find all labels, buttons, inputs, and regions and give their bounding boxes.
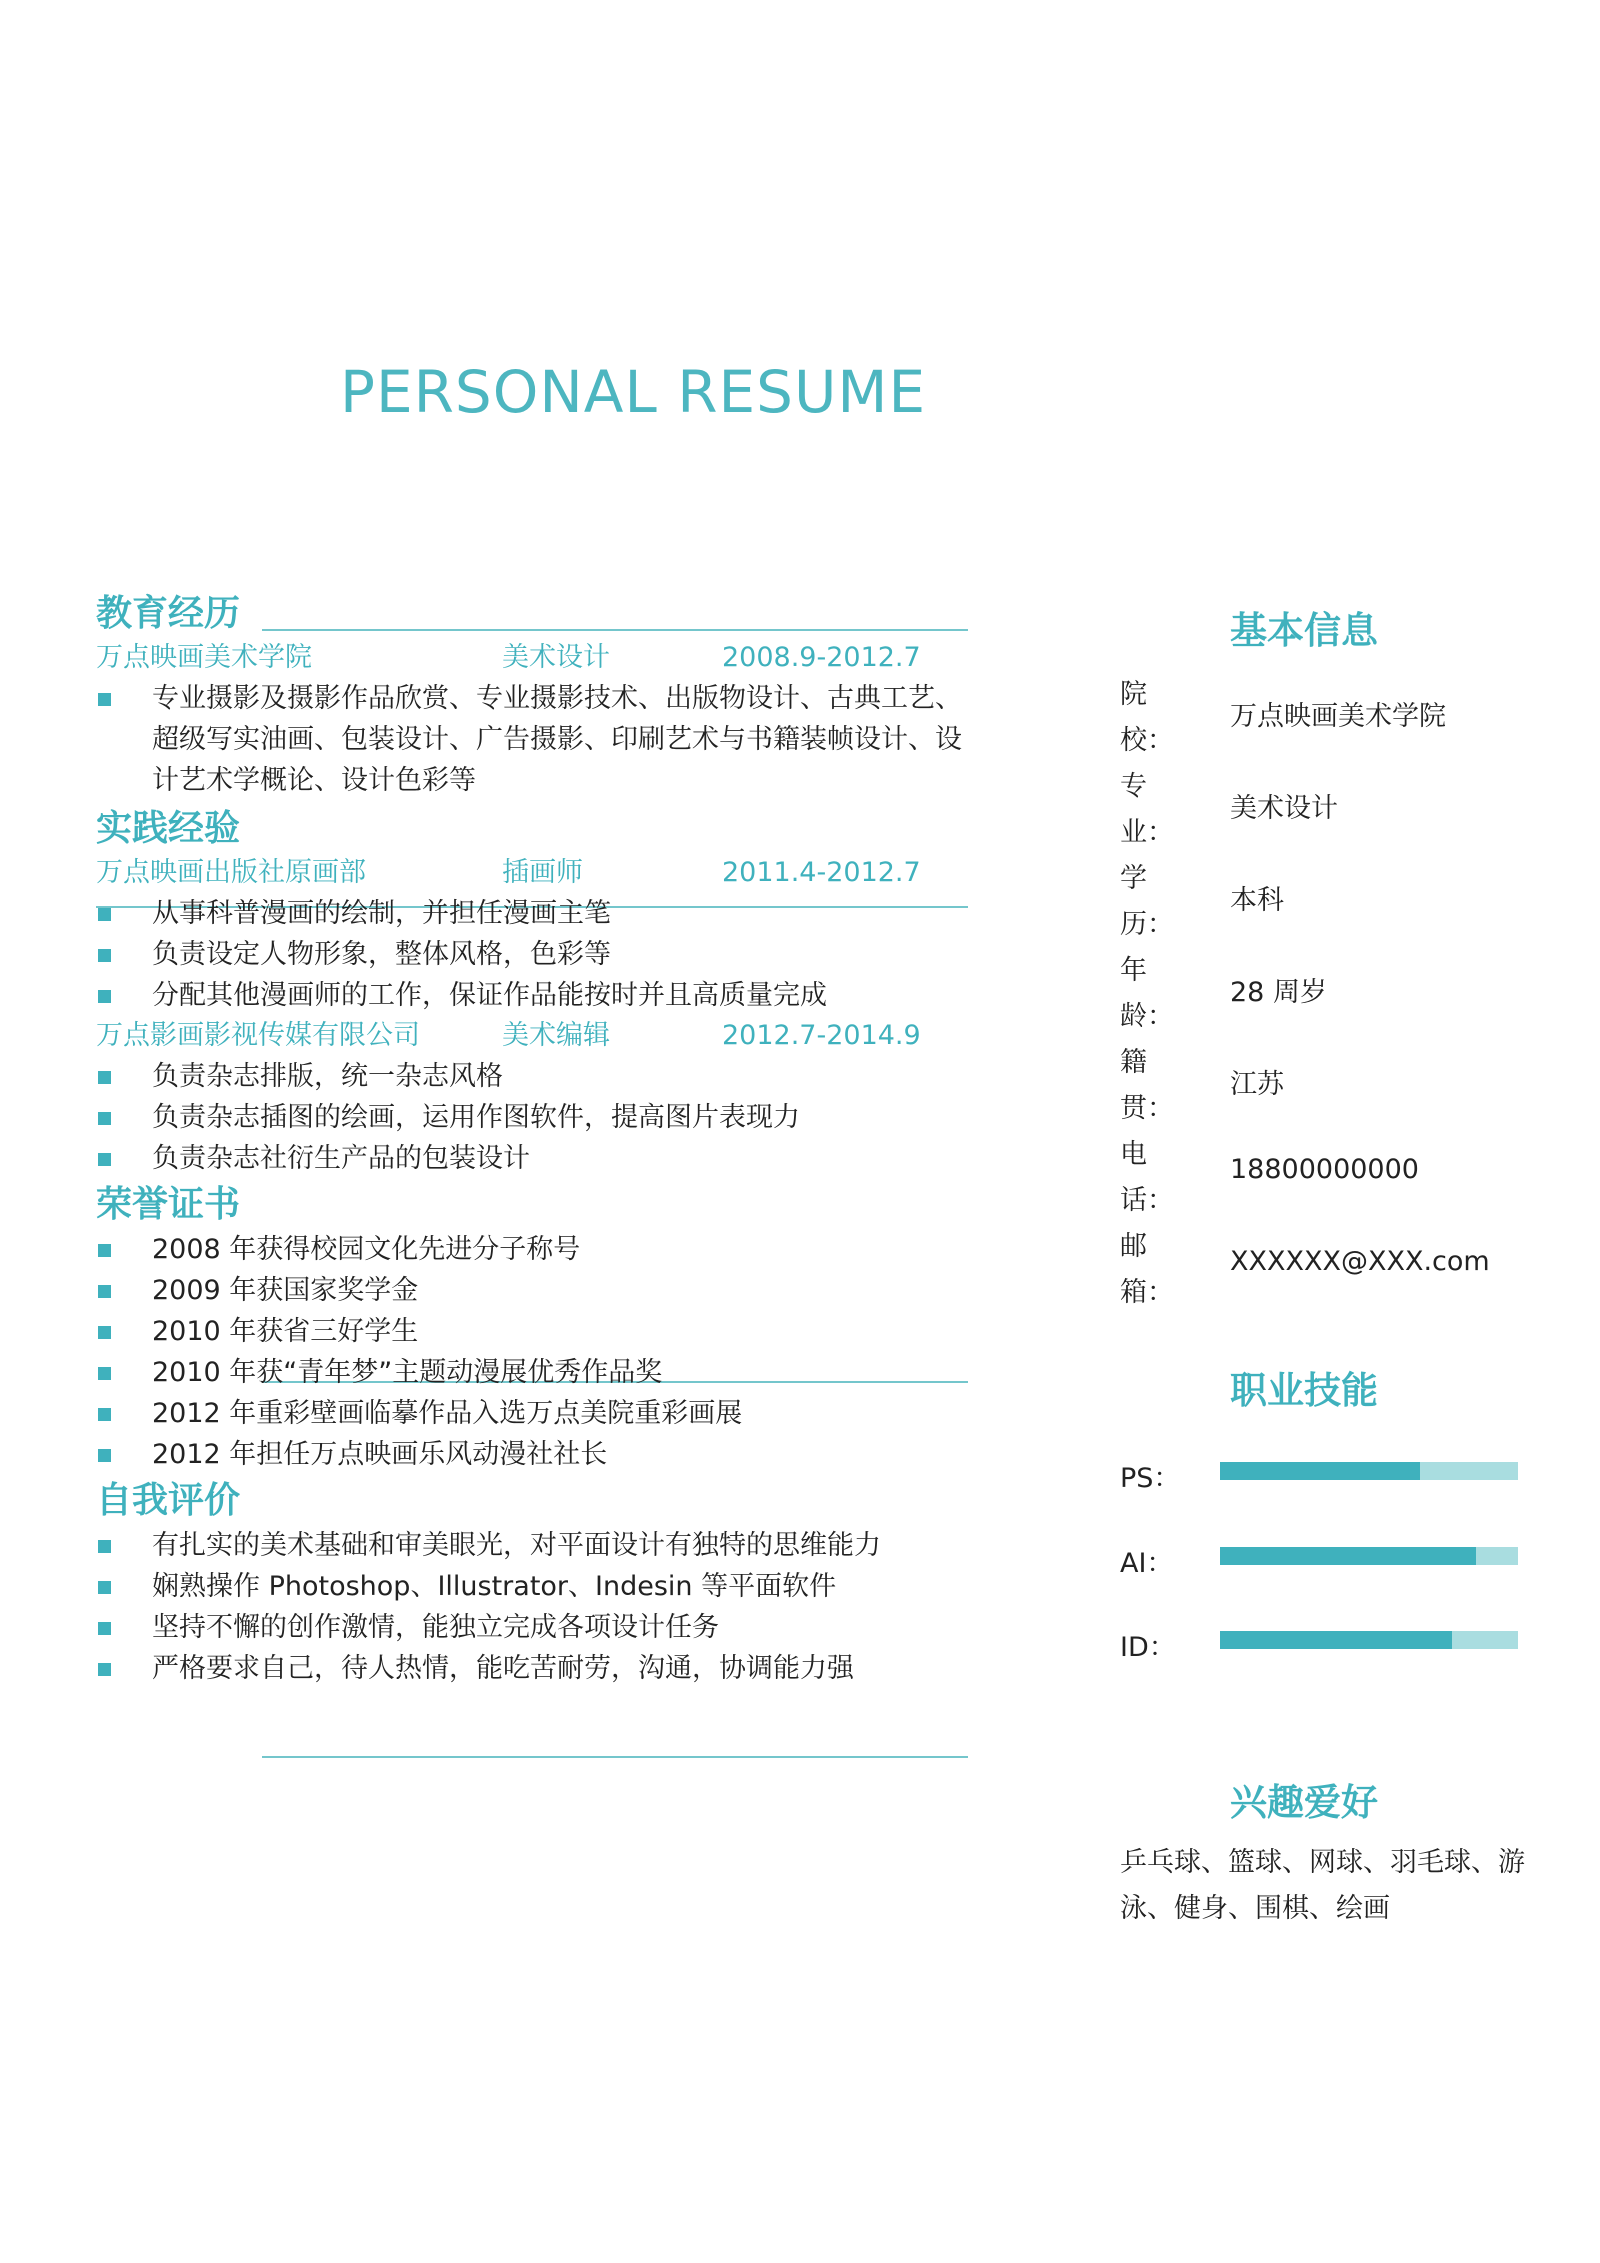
divider-bottom xyxy=(262,1756,968,1758)
skill-label: AI： xyxy=(1120,1548,1174,1579)
list-item: 从事科普漫画的绘制，并担任漫画主笔 xyxy=(96,893,976,934)
info-label: 年龄： xyxy=(1120,955,1174,1032)
left-column xyxy=(96,590,976,1689)
list-item: 2009 年获国家奖学金 xyxy=(96,1270,976,1311)
skill-bar-fill xyxy=(1220,1462,1420,1480)
info-label: 电话： xyxy=(1120,1139,1174,1216)
skill-bar-track xyxy=(1220,1547,1518,1565)
skill-row-id xyxy=(1120,1621,1560,1661)
list-item: 2012 年重彩壁画临摹作品入选万点美院重彩画展 xyxy=(96,1393,976,1434)
section-heading-self-evaluation: 自我评价 xyxy=(96,1480,241,1521)
section-heading-basic-info: 基本信息 xyxy=(1230,609,1378,652)
info-value: 18800000000 xyxy=(1230,1154,1419,1185)
section-heading-honors: 荣誉证书 xyxy=(96,1184,241,1225)
info-value: 美术设计 xyxy=(1230,793,1338,824)
role-name: 美术设计 xyxy=(502,642,610,673)
period: 2008.9-2012.7 xyxy=(722,642,921,673)
square-bullet-icon xyxy=(98,908,111,921)
square-bullet-icon xyxy=(98,1112,111,1125)
info-row-phone xyxy=(1120,1132,1560,1224)
role-name: 美术编辑 xyxy=(502,1020,610,1051)
info-value: XXXXXX@XXX.com xyxy=(1230,1246,1490,1277)
section-heading-hobbies: 兴趣爱好 xyxy=(1230,1781,1378,1824)
resume-title: PERSONAL RESUME xyxy=(340,358,927,426)
square-bullet-icon xyxy=(98,949,111,962)
list-item: 有扎实的美术基础和审美眼光，对平面设计有独特的思维能力 xyxy=(96,1525,976,1566)
info-row-email xyxy=(1120,1224,1560,1316)
period: 2012.7-2014.9 xyxy=(722,1020,921,1051)
honors-bullets xyxy=(96,1229,976,1475)
education-entry-header xyxy=(96,638,976,678)
square-bullet-icon xyxy=(98,1581,111,1594)
list-item: 2010 年获省三好学生 xyxy=(96,1311,976,1352)
role-name: 插画师 xyxy=(502,857,583,888)
skill-bar-track xyxy=(1220,1462,1518,1480)
list-item: 负责杂志排版，统一杂志风格 xyxy=(96,1056,976,1097)
list-item: 负责杂志插图的绘画，运用作图软件，提高图片表现力 xyxy=(96,1097,976,1138)
org-name: 万点映画美术学院 xyxy=(96,642,312,673)
education-bullets xyxy=(96,678,976,801)
skill-label: ID： xyxy=(1120,1632,1176,1663)
list-item: 2008 年获得校园文化先进分子称号 xyxy=(96,1229,976,1270)
list-item: 2012 年担任万点映画乐风动漫社社长 xyxy=(96,1434,976,1475)
practice-bullets-2 xyxy=(96,1056,976,1179)
info-row-age xyxy=(1120,948,1560,1040)
square-bullet-icon xyxy=(98,990,111,1003)
list-item: 2010 年获“青年梦”主题动漫展优秀作品奖 xyxy=(96,1352,976,1393)
list-item: 坚持不懈的创作激情，能独立完成各项设计任务 xyxy=(96,1607,976,1648)
square-bullet-icon xyxy=(98,1408,111,1421)
org-name: 万点影画影视传媒有限公司 xyxy=(96,1020,420,1051)
info-value: 万点映画美术学院 xyxy=(1230,701,1446,732)
skill-row-ps xyxy=(1120,1452,1560,1492)
practice-entry-header xyxy=(96,853,976,893)
section-heading-education: 教育经历 xyxy=(96,593,241,634)
square-bullet-icon xyxy=(98,1244,111,1257)
skill-row-ai xyxy=(1120,1537,1560,1577)
square-bullet-icon xyxy=(98,1071,111,1084)
skill-bar-track xyxy=(1220,1631,1518,1649)
skill-bar-fill xyxy=(1220,1547,1476,1565)
info-value: 28 周岁 xyxy=(1230,977,1327,1008)
hobbies-text: 乒乓球、篮球、网球、羽毛球、游泳、健身、围棋、绘画 xyxy=(1120,1847,1525,1924)
info-label: 院校： xyxy=(1120,679,1174,756)
square-bullet-icon xyxy=(98,1540,111,1553)
period: 2011.4-2012.7 xyxy=(722,857,921,888)
square-bullet-icon xyxy=(98,1326,111,1339)
info-label: 邮箱： xyxy=(1120,1231,1174,1308)
list-item: 专业摄影及摄影作品欣赏、专业摄影技术、出版物设计、古典工艺、超级写实油画、包装设计、广告摄影、印刷艺术与书籍装帧设计、设计艺术学概论、设计色彩等 xyxy=(96,678,976,801)
info-label: 学历： xyxy=(1120,863,1174,940)
square-bullet-icon xyxy=(98,1663,111,1676)
info-value: 本科 xyxy=(1230,885,1284,916)
info-label: 专业： xyxy=(1120,771,1174,848)
info-value: 江苏 xyxy=(1230,1069,1284,1100)
info-label: 籍贯： xyxy=(1120,1047,1174,1124)
info-row-degree xyxy=(1120,856,1560,948)
info-row-major xyxy=(1120,764,1560,856)
practice-bullets-1 xyxy=(96,893,976,1016)
list-item: 负责杂志社衍生产品的包装设计 xyxy=(96,1138,976,1179)
list-item: 分配其他漫画师的工作，保证作品能按时并且高质量完成 xyxy=(96,975,976,1016)
square-bullet-icon xyxy=(98,1449,111,1462)
org-name: 万点映画出版社原画部 xyxy=(96,857,366,888)
list-item: 娴熟操作 Photoshop、Illustrator、Indesin 等平面软件 xyxy=(96,1566,976,1607)
square-bullet-icon xyxy=(98,1153,111,1166)
info-row-school xyxy=(1120,672,1560,764)
list-item: 严格要求自己，待人热情，能吃苦耐劳，沟通，协调能力强 xyxy=(96,1648,976,1689)
skill-label: PS： xyxy=(1120,1463,1181,1494)
section-heading-practice: 实践经验 xyxy=(96,808,241,849)
section-heading-skills: 职业技能 xyxy=(1230,1369,1378,1412)
square-bullet-icon xyxy=(98,1622,111,1635)
skill-bar-fill xyxy=(1220,1631,1452,1649)
self-evaluation-bullets xyxy=(96,1525,976,1689)
list-item: 负责设定人物形象，整体风格，色彩等 xyxy=(96,934,976,975)
practice-entry-header xyxy=(96,1016,976,1056)
square-bullet-icon xyxy=(98,1367,111,1380)
info-row-hometown xyxy=(1120,1040,1560,1132)
square-bullet-icon xyxy=(98,693,111,706)
square-bullet-icon xyxy=(98,1285,111,1298)
